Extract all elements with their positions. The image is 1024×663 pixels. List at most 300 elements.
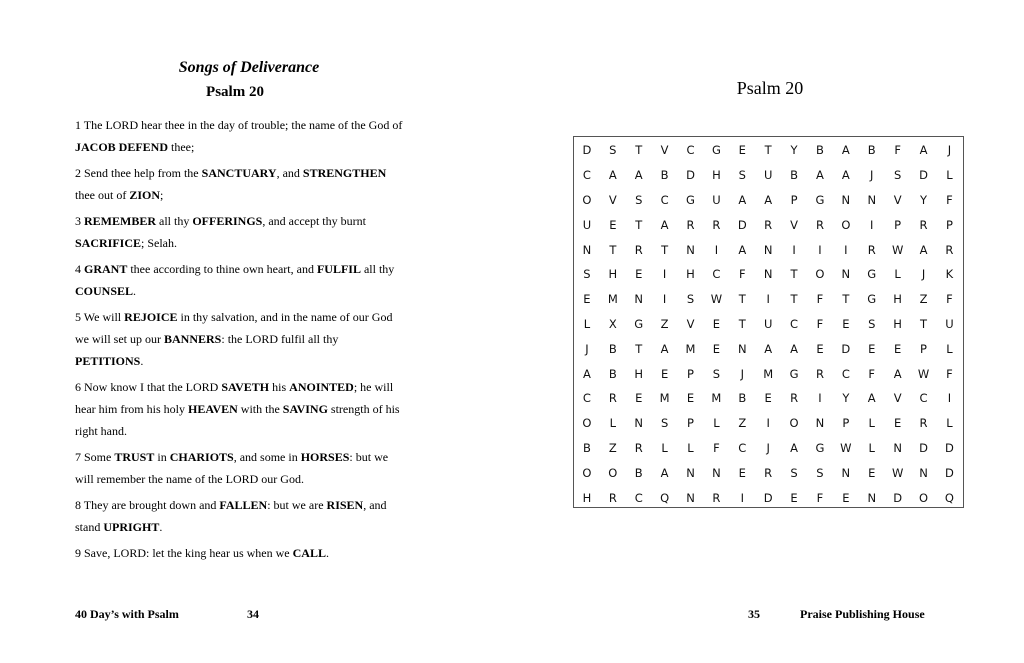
grid-cell: S (660, 416, 669, 431)
grid-cell: V (608, 192, 617, 207)
grid-cell: J (585, 341, 589, 356)
grid-cell: E (609, 217, 617, 232)
grid-cell: B (816, 143, 824, 158)
keyword: COUNSEL (75, 284, 134, 298)
grid-cell: I (662, 267, 667, 282)
grid-cell: I (740, 490, 744, 505)
grid-cell: N (737, 341, 747, 356)
grid-cell: E (842, 316, 850, 331)
keyword: STRENGTHEN (302, 166, 387, 180)
grid-cell: V (893, 192, 902, 207)
grid-cell: W (917, 366, 930, 381)
grid-cell: F (816, 490, 824, 505)
grid-cell: N (763, 267, 773, 282)
word-search-grid (573, 136, 964, 508)
grid-cell: M (763, 366, 774, 381)
grid-cell: S (686, 292, 695, 307)
book-title: Songs of Deliverance (178, 59, 320, 76)
grid-cell: G (711, 143, 721, 158)
grid-cell: E (868, 341, 876, 356)
grid-cell: F (894, 143, 901, 158)
verse-text: his (269, 380, 290, 394)
grid-cell: A (583, 366, 591, 381)
keyword: RISEN (326, 498, 364, 512)
grid-cell: T (609, 242, 617, 257)
grid-cell: F (946, 366, 953, 381)
grid-cell: I (870, 217, 874, 232)
verse-text: 3 (75, 214, 84, 228)
grid-cell: E (660, 366, 669, 381)
grid-cell: A (634, 168, 643, 183)
grid-cell: T (790, 292, 798, 307)
grid-cell: G (867, 267, 877, 282)
right-page (512, 0, 1024, 663)
grid-cell: K (945, 267, 954, 282)
grid-cell: F (868, 366, 876, 381)
grid-cell: A (790, 341, 798, 356)
grid-row (574, 436, 963, 461)
grid-cell: P (920, 341, 927, 356)
verse-text: in (154, 450, 170, 464)
grid-cell: N (763, 242, 773, 257)
grid-cell: A (738, 192, 747, 207)
grid-row (574, 361, 963, 386)
grid-cell: G (867, 292, 877, 307)
grid-cell: N (815, 416, 825, 431)
grid-cell: M (711, 391, 722, 406)
verse-text: . (133, 284, 137, 298)
keyword: UPRIGHT (103, 520, 160, 534)
grid-cell: L (661, 440, 668, 455)
grid-cell: R (919, 416, 928, 431)
grid-cell: O (815, 267, 825, 282)
grid-cell: Z (660, 316, 669, 331)
verse-text: thee; (168, 140, 195, 154)
grid-cell: L (868, 416, 875, 431)
grid-cell: C (686, 143, 695, 158)
grid-cell: N (686, 490, 695, 505)
grid-cell: G (815, 440, 825, 455)
grid-cell: V (790, 217, 798, 232)
verse-text: . (159, 520, 163, 534)
grid-cell: C (582, 168, 591, 183)
grid-cell: N (686, 465, 695, 480)
grid-cell: Z (919, 292, 928, 307)
grid-cell: C (738, 440, 747, 455)
grid-cell: S (738, 168, 746, 183)
grid-cell: Z (738, 416, 747, 431)
grid-cell: B (608, 366, 617, 381)
grid-cell: E (738, 143, 746, 158)
grid-cell: R (712, 217, 721, 232)
grid-cell: R (815, 366, 824, 381)
grid-cell: T (842, 292, 850, 307)
grid-cell: C (841, 366, 850, 381)
grid-cell: S (893, 168, 902, 183)
grid-cell: S (712, 366, 721, 381)
keyword: TRUST (114, 450, 155, 464)
grid-cell: E (764, 391, 772, 406)
grid-cell: L (609, 416, 617, 431)
grid-cell: D (582, 143, 592, 158)
grid-cell: N (686, 242, 695, 257)
grid-cell: G (634, 316, 644, 331)
keyword: JACOB DEFEND (75, 140, 169, 154)
grid-cell: A (764, 341, 773, 356)
grid-row (574, 336, 963, 361)
grid-cell: Z (608, 440, 617, 455)
grid-row (574, 386, 963, 411)
grid-cell: T (920, 316, 928, 331)
grid-cell: N (582, 242, 592, 257)
verse-text: 4 (75, 262, 84, 276)
verse-text: , and stand (75, 498, 387, 534)
grid-cell: E (712, 316, 721, 331)
grid-row (574, 138, 963, 163)
grid-cell: A (841, 168, 850, 183)
grid-cell: E (816, 341, 824, 356)
grid-cell: E (868, 465, 876, 480)
keyword: ZION (129, 188, 161, 202)
grid-cell: Y (920, 192, 928, 207)
grid-cell: I (818, 391, 822, 406)
verse-8 (75, 494, 405, 538)
grid-cell: B (738, 391, 747, 406)
verse-text: , and accept thy burnt (262, 214, 366, 228)
grid-cell: M (685, 341, 696, 356)
verse-2 (75, 162, 405, 206)
grid-cell: N (841, 465, 851, 480)
grid-cell: A (764, 192, 773, 207)
grid-cell: M (607, 292, 618, 307)
grid-cell: W (710, 292, 723, 307)
grid-cell: R (815, 217, 824, 232)
grid-cell: E (583, 292, 591, 307)
grid-cell: U (763, 316, 773, 331)
grid-cell: H (634, 366, 644, 381)
grid-cell: R (919, 217, 928, 232)
grid-cell: E (738, 465, 746, 480)
verse-7 (75, 446, 405, 490)
verse-text: 2 Send thee help from the (75, 166, 202, 180)
grid-cell: R (764, 217, 773, 232)
keyword: CALL (292, 546, 326, 560)
grid-cell: R (790, 391, 799, 406)
grid-cell: T (738, 292, 746, 307)
grid-cell: L (583, 316, 591, 331)
grid-cell: A (893, 366, 902, 381)
grid-cell: P (842, 416, 850, 431)
verse-text: : but we are (267, 498, 327, 512)
grid-row (574, 212, 963, 237)
grid-cell: V (893, 391, 902, 406)
grid-cell: A (919, 242, 928, 257)
grid-cell: N (893, 440, 902, 455)
verse-text: strength of his right hand. (75, 402, 400, 438)
grid-cell: J (766, 440, 770, 455)
grid-cell: R (686, 217, 695, 232)
grid-cell: G (815, 192, 825, 207)
grid-cell: B (660, 168, 669, 183)
verse-list (75, 114, 405, 568)
grid-row (574, 262, 963, 287)
grid-cell: T (738, 316, 746, 331)
grid-cell: C (660, 192, 669, 207)
grid-cell: B (790, 168, 799, 183)
grid-cell: O (841, 217, 851, 232)
grid-cell: T (661, 242, 669, 257)
grid-row (574, 237, 963, 262)
grid-cell: F (713, 440, 720, 455)
grid-cell: S (583, 267, 591, 282)
grid-cell: R (712, 490, 721, 505)
grid-cell: E (893, 341, 902, 356)
grid-cell: E (712, 341, 721, 356)
grid-row (574, 312, 963, 337)
verse-text: 1 The LORD hear thee in the day of trouble; the name of the God of (75, 118, 403, 132)
grid-cell: I (766, 416, 770, 431)
verse-text: : but we will remember the name of the LORD our God. (75, 450, 389, 486)
grid-cell: C (919, 391, 928, 406)
verse-text: 9 Save, LORD: let the king hear us when we (75, 546, 293, 560)
grid-cell: W (891, 242, 904, 257)
grid-cell: S (816, 465, 824, 480)
grid-cell: B (867, 143, 876, 158)
verse-text: 5 We will (75, 310, 125, 324)
footer-book-title: 40 Day’s with Psalm (75, 607, 179, 621)
grid-cell: R (608, 490, 617, 505)
grid-cell: R (945, 242, 954, 257)
grid-row (574, 411, 963, 436)
grid-cell: H (893, 292, 902, 307)
verse-text: ; he will hear him from his holy (75, 380, 394, 416)
keyword: SAVETH (221, 380, 270, 394)
keyword: SACRIFICE (75, 236, 142, 250)
grid-cell: U (945, 316, 954, 331)
grid-cell: N (712, 465, 721, 480)
verse-9 (75, 542, 405, 564)
verse-4 (75, 258, 405, 302)
grid-cell: A (738, 242, 747, 257)
footer-publisher: Praise Publishing House (800, 607, 925, 621)
grid-cell: Q (660, 490, 670, 505)
grid-cell: U (763, 168, 773, 183)
grid-cell: L (946, 341, 953, 356)
keyword: REJOICE (124, 310, 178, 324)
grid-cell: I (844, 242, 848, 257)
grid-cell: J (947, 143, 952, 158)
grid-cell: I (792, 242, 796, 257)
grid-cell: L (946, 168, 953, 183)
psalm-heading: Psalm 20 (206, 84, 264, 100)
keyword: OFFERINGS (192, 214, 263, 228)
grid-cell: E (686, 391, 695, 406)
grid-cell: I (714, 242, 719, 257)
grid-cell: S (790, 465, 798, 480)
grid-cell: H (686, 267, 695, 282)
grid-cell: R (764, 465, 773, 480)
grid-cell: P (894, 217, 902, 232)
grid-cell: U (712, 192, 721, 207)
grid-cell: O (582, 416, 592, 431)
grid-cell: D (944, 440, 954, 455)
grid-row (574, 163, 963, 188)
grid-cell: S (609, 143, 617, 158)
keyword: BANNERS (164, 332, 222, 346)
grid-cell: I (818, 242, 822, 257)
grid-cell: O (608, 465, 618, 480)
verse-text: 8 They are brought down and (75, 498, 220, 512)
grid-cell: H (712, 168, 721, 183)
grid-cell: N (867, 192, 877, 207)
footer-page-number-left: 34 (247, 607, 259, 621)
grid-cell: F (816, 316, 824, 331)
grid-cell: A (790, 440, 798, 455)
grid-cell: D (944, 465, 954, 480)
grid-cell: A (660, 217, 669, 232)
grid-cell: R (867, 242, 876, 257)
grid-cell: N (841, 192, 851, 207)
grid-cell: T (635, 143, 643, 158)
grid-cell: B (608, 341, 617, 356)
verse-text: all thy (156, 214, 193, 228)
grid-cell: Y (842, 391, 850, 406)
verse-text: 7 Some (75, 450, 115, 464)
grid-cell: N (867, 490, 877, 505)
grid-cell: D (841, 341, 851, 356)
grid-cell: H (893, 316, 902, 331)
verse-1 (75, 114, 405, 158)
verse-text: all thy (360, 262, 395, 276)
grid-cell: D (893, 490, 903, 505)
grid-cell: E (635, 267, 643, 282)
verse-3 (75, 210, 405, 254)
grid-cell: G (789, 366, 799, 381)
grid-cell: E (635, 391, 643, 406)
grid-cell: P (687, 416, 694, 431)
keyword: HEAVEN (187, 402, 238, 416)
grid-cell: L (946, 416, 953, 431)
verse-text: . (325, 546, 329, 560)
grid-cell: P (945, 217, 953, 232)
grid-cell: N (919, 465, 928, 480)
grid-cell: F (946, 192, 953, 207)
grid-cell: C (634, 490, 643, 505)
grid-cell: A (608, 168, 617, 183)
grid-cell: J (740, 366, 744, 381)
grid-cell: I (766, 292, 770, 307)
grid-cell: L (713, 416, 720, 431)
verse-text: ; Selah. (141, 236, 178, 250)
grid-cell: C (712, 267, 721, 282)
grid-cell: N (634, 292, 644, 307)
grid-row (574, 485, 963, 510)
grid-cell: D (737, 217, 747, 232)
grid-cell: V (686, 316, 695, 331)
grid-cell: W (840, 440, 852, 455)
grid-row (574, 460, 963, 485)
grid-cell: B (634, 465, 643, 480)
grid-cell: S (868, 316, 876, 331)
verse-5 (75, 306, 405, 372)
grid-cell: E (842, 490, 850, 505)
grid-cell: B (583, 440, 591, 455)
grid-cell: F (738, 267, 746, 282)
verse-text: 6 Now know I that the LORD (75, 380, 222, 394)
grid-cell: A (867, 391, 876, 406)
grid-cell: O (582, 465, 592, 480)
verse-text: , and some in (233, 450, 301, 464)
grid-cell: D (919, 440, 928, 455)
grid-cell: U (582, 217, 592, 232)
grid-cell: T (790, 267, 798, 282)
grid-cell: T (764, 143, 772, 158)
grid-cell: P (687, 366, 694, 381)
keyword: HORSES (300, 450, 350, 464)
verse-text: : the LORD fulfil all thy (221, 332, 339, 346)
grid-cell: A (841, 143, 850, 158)
verse-text: thee according to thine own heart, and (127, 262, 317, 276)
grid-cell: N (634, 416, 644, 431)
grid-cell: J (870, 168, 874, 183)
grid-cell: J (921, 267, 926, 282)
keyword: FALLEN (219, 498, 268, 512)
verse-text: in thy salvation, and in the name of our God we will set up our (75, 310, 393, 346)
grid-cell: D (919, 168, 928, 183)
grid-cell: T (635, 341, 643, 356)
grid-cell: A (660, 465, 669, 480)
grid-cell: F (946, 292, 953, 307)
grid-cell: P (790, 192, 798, 207)
grid-cell: O (918, 490, 929, 505)
grid-cell: D (686, 168, 695, 183)
grid-cell: E (790, 490, 798, 505)
grid-cell: A (919, 143, 928, 158)
grid-row (574, 287, 963, 312)
grid-cell: O (789, 416, 799, 431)
verse-6 (75, 376, 405, 442)
grid-cell: L (687, 440, 694, 455)
grid-cell: Q (944, 490, 954, 505)
keyword: SANCTUARY (201, 166, 277, 180)
grid-cell: R (608, 391, 617, 406)
grid-cell: V (660, 143, 669, 158)
verse-text: thee out of (75, 188, 130, 202)
grid-cell: E (893, 416, 902, 431)
grid-cell: W (891, 465, 904, 480)
grid-cell: R (634, 440, 643, 455)
grid-cell: T (635, 217, 643, 232)
grid-cell: C (790, 316, 799, 331)
verse-text: . (140, 354, 144, 368)
puzzle-title: Psalm 20 (736, 78, 804, 98)
keyword: REMEMBER (84, 214, 156, 228)
grid-cell: C (582, 391, 591, 406)
grid-cell: H (608, 267, 618, 282)
keyword: ANOINTED (289, 380, 354, 394)
keyword: PETITIONS (75, 354, 141, 368)
grid-row (574, 188, 963, 213)
grid-cell: D (763, 490, 773, 505)
grid-cell: R (634, 242, 643, 257)
grid-cell: X (608, 316, 617, 331)
grid-cell: O (582, 192, 592, 207)
grid-cell: F (816, 292, 824, 307)
grid-cell: N (841, 267, 851, 282)
grid-cell: M (659, 391, 670, 406)
keyword: CHARIOTS (169, 450, 234, 464)
grid-cell: L (868, 440, 875, 455)
